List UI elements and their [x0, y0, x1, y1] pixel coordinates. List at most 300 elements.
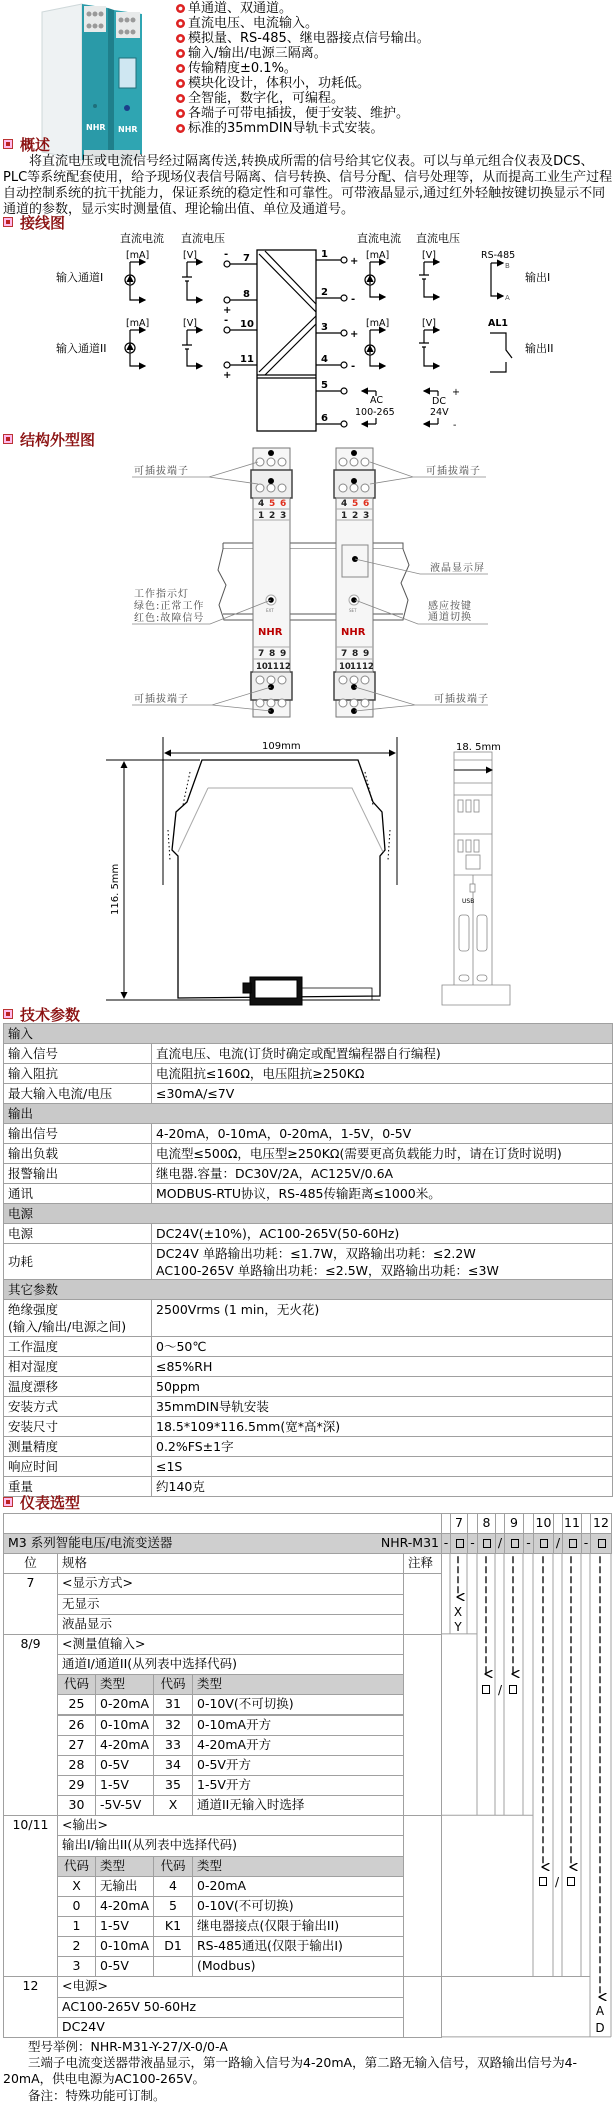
code-type: 0-10V(不可切换): [192, 1896, 404, 1917]
code-type: 0-5V开方: [192, 1755, 404, 1776]
spec-row: [4, 1397, 613, 1417]
code-type: 无输出: [95, 1876, 154, 1897]
code-value: 5: [153, 1896, 193, 1917]
terminal-screw-icon: [339, 676, 347, 684]
label-channel-switch: 通道切换: [428, 612, 472, 623]
code-type: 0-10mA: [95, 1715, 154, 1736]
code-type: 0-10mA开方: [192, 1715, 404, 1736]
selection-title-row: [3, 1533, 442, 1554]
terminal-number: 4: [341, 499, 348, 509]
code-table-header: 代码: [57, 1856, 96, 1877]
code-separator: -: [523, 1533, 534, 1554]
code-value: 27: [57, 1735, 96, 1756]
dimension-height: 116. 5mm: [110, 863, 121, 915]
group-title: <电源>: [57, 1976, 404, 1997]
note-line: 型号举例：NHR-M31-Y-27/X-0/0-A: [3, 2039, 228, 2054]
polarity-minus: -: [351, 294, 356, 305]
spec-value: MODBUS-RTU协议，RS-485传输距离≤1000米。: [152, 1184, 613, 1204]
spec-label: 输出信号: [4, 1124, 152, 1144]
spec-row: [4, 1124, 613, 1144]
spec-value: 0.2%FS±1字: [152, 1437, 613, 1457]
overview-line: 自动控制系统的抗干扰能力，保证系统的稳定性和可靠性。可带液晶显示,通过红外轻触按键切换显示不同: [3, 186, 606, 201]
code-table-header: 类型: [95, 1856, 154, 1877]
code-type: 0-5V: [95, 1755, 154, 1776]
spec-value: 电流型≤500Ω，电压型≥250KΩ(需要更高负载能力时，请在订货时说明): [152, 1144, 613, 1164]
bullet-icon: [176, 79, 185, 88]
code-value: 31: [153, 1694, 193, 1715]
code-value: D1: [153, 1936, 193, 1957]
terminal-number: 4: [321, 354, 328, 365]
group-subtitle: 通道I/通道II(从列表中选择代码): [57, 1654, 404, 1675]
terminal-number: 12: [279, 662, 291, 672]
terminal-screw-icon: [350, 699, 358, 707]
spec-label: 测量精度: [4, 1437, 152, 1457]
section-heading-overview: [3, 136, 50, 154]
label-input-channel-1: 输入通道I: [56, 271, 104, 284]
module-with-display: [334, 448, 375, 717]
feature-text: 各端子可带电插拔，便于安装、维护。: [188, 106, 410, 121]
terminal-number: 9: [363, 649, 370, 659]
spec-value: 4-20mA，0-10mA，0-20mA，1-5V，0-5V: [152, 1124, 613, 1144]
dimension-side-width: 18. 5mm: [456, 742, 501, 753]
group-note: [403, 1573, 442, 1634]
display-code: X: [453, 1605, 463, 1619]
code-box-icon: [483, 1539, 491, 1548]
feature-item: [176, 16, 318, 31]
group-subtitle: 输出I/输出II(从列表中选择代码): [57, 1835, 404, 1856]
option-label: DC24V: [57, 2017, 404, 2038]
label-v: [V]: [183, 250, 197, 261]
spec-table: [3, 1023, 613, 1497]
terminal-screw-icon: [256, 699, 264, 707]
group-position: 8/9: [3, 1634, 58, 1816]
product-photo: [35, 0, 170, 162]
feature-item: [176, 61, 297, 76]
label-out-current: 直流电流: [357, 232, 401, 245]
spec-section-header: [4, 1280, 613, 1300]
overview-line: PLC等系统配套使用，给予现场仪表信号隔离、信号转换、信号分配、信号处理等，从而提高工业生产过程: [3, 170, 613, 185]
label-lcd: 液晶显示屏: [430, 563, 485, 574]
code-type: 4-20mA: [95, 1896, 154, 1917]
dimension-drawing: [0, 725, 616, 1010]
code-separator: /: [554, 1875, 560, 1889]
module-without-display: [251, 448, 292, 717]
code-type: 0-5V: [95, 1956, 154, 1977]
label-v: [V]: [422, 318, 436, 329]
spec-label: 最大输入电流/电压: [4, 1084, 152, 1104]
code-separator: /: [495, 1533, 505, 1554]
terminal-number: 1: [341, 511, 348, 521]
option-label: AC100-265V 50-60Hz: [57, 1997, 404, 2018]
terminal-number: 4: [258, 499, 265, 509]
section-icon: [3, 139, 13, 149]
column-header-spec: 规格: [57, 1553, 404, 1574]
code-box-icon: [511, 1539, 519, 1548]
code-type: 通道II无输入时选择: [192, 1795, 404, 1816]
terminal-number: 8: [243, 289, 250, 300]
code-separator: -: [581, 1533, 591, 1554]
wiring-diagram: [0, 230, 616, 436]
label-v: [V]: [183, 318, 197, 329]
code-placeholder: [477, 1533, 496, 1554]
spec-value: ≤1S: [152, 1457, 613, 1477]
spec-value: [152, 1244, 613, 1280]
spec-value: ≤85%RH: [152, 1357, 613, 1377]
code-type: 0-20mA: [95, 1694, 154, 1715]
nhr-logo: NHR: [258, 627, 283, 638]
label-touch-key: 感应按键: [428, 601, 472, 612]
note-line: 备注：特殊功能可订制。: [3, 2088, 166, 2103]
display-code: Y: [454, 1620, 462, 1634]
spec-label-line: (输入/输出/电源之间): [8, 1319, 127, 1334]
spec-value: 50ppm: [152, 1377, 613, 1397]
terminal-screw-icon: [350, 484, 358, 492]
label-pluggable-terminal: 可插拔端子: [134, 694, 189, 705]
spec-value: 继电器.容量：DC30V/2A，AC125V/0.6A: [152, 1164, 613, 1184]
code-table-header: 代码: [153, 1674, 193, 1695]
code-value: 0: [57, 1896, 96, 1917]
structure-diagram: [0, 440, 616, 725]
code-value: 3: [57, 1956, 96, 1977]
terminal-number: 10: [339, 662, 351, 672]
label-v: [V]: [422, 250, 436, 261]
label-indicator-green: 绿色:正常工作: [134, 601, 205, 612]
spec-row: [4, 1300, 613, 1337]
option-label: 液晶显示: [57, 1614, 404, 1635]
code-table-header: 类型: [192, 1856, 404, 1877]
group-note: [403, 1634, 442, 1816]
terminal-number: 1: [321, 249, 328, 260]
code-table-header: 类型: [192, 1674, 404, 1695]
spec-section-header: [4, 1024, 613, 1044]
code-value: 30: [57, 1795, 96, 1816]
terminal-screw-icon: [256, 676, 264, 684]
overview-line: 将直流电压或电流信号经过隔离传送,转换成所需的信号给其它仪表。可以与单元组合仪表及DCS、: [3, 154, 594, 169]
spec-row: [4, 1164, 613, 1184]
button-label: EXT: [266, 608, 274, 613]
code-box-icon: [509, 1685, 517, 1694]
terminal-number: 3: [363, 511, 370, 521]
position-digit: 9: [504, 1513, 524, 1534]
feature-item: [176, 46, 327, 61]
feature-item: [176, 1, 292, 16]
code-type: 1-5V开方: [192, 1775, 404, 1796]
photo-logo: NHR: [86, 123, 106, 132]
terminal-screw-icon: [361, 458, 369, 466]
spec-value: ≤30mA/≤7V: [152, 1084, 613, 1104]
feature-item: [176, 106, 409, 121]
label-pluggable-terminal: 可插拔端子: [426, 466, 481, 477]
terminal-number: 6: [280, 499, 287, 509]
label-a: A: [505, 294, 510, 302]
spec-row: [4, 1244, 613, 1280]
section-title: 技术参数: [20, 1006, 81, 1024]
feature-text: 输入/输出/电源三隔离。: [188, 46, 327, 61]
button-label: SET: [349, 608, 357, 613]
code-table-header: 类型: [95, 1674, 154, 1695]
polarity-plus: +: [350, 256, 359, 267]
spec-value: 约140克: [152, 1477, 613, 1497]
terminal-screw-icon: [267, 676, 275, 684]
terminal-number: 3: [280, 511, 287, 521]
bullet-icon: [176, 19, 185, 28]
terminal-number: 10: [240, 319, 254, 330]
spec-row: [4, 1044, 613, 1064]
section-icon: [3, 217, 13, 227]
code-value: 26: [57, 1715, 96, 1736]
code-value: 25: [57, 1694, 96, 1715]
code-type: 0-10V(不可切换): [192, 1694, 404, 1715]
position-digit: 8: [477, 1513, 496, 1534]
column-header-note: 注释: [403, 1553, 442, 1574]
feature-item: [176, 91, 344, 106]
spec-value: 18.5*109*116.5mm(宽*高*深): [152, 1417, 613, 1437]
section-title: 接线图: [20, 214, 66, 232]
polarity-plus: +: [223, 305, 232, 316]
group-title: <输出>: [57, 1815, 404, 1836]
label-ac: AC: [370, 395, 383, 406]
label-output-1: 输出I: [525, 271, 551, 284]
terminal-screw-icon: [278, 676, 286, 684]
spec-row: [4, 1337, 613, 1357]
spec-value-line: AC100-265V 单路输出功耗：≤2.5W，双路输出功耗：≤3W: [156, 1262, 499, 1278]
code-type: 4-20mA: [95, 1735, 154, 1756]
code-table-header: 代码: [57, 1674, 96, 1695]
code-box-icon: [482, 1685, 490, 1694]
group-note: [403, 1815, 442, 1977]
code-placeholder: [533, 1533, 554, 1554]
code-value: 34: [153, 1755, 193, 1776]
group-position: 7: [3, 1573, 58, 1634]
label-b: B: [505, 262, 510, 270]
spec-row: [4, 1064, 613, 1084]
group-note: [403, 1976, 442, 2037]
power-code: A: [595, 2004, 605, 2018]
feature-text: 全智能，数字化，可编程。: [188, 91, 345, 106]
terminal-screw-icon: [339, 484, 347, 492]
label-out-voltage: 直流电压: [416, 232, 460, 245]
polarity-plus: +: [350, 329, 359, 340]
feature-item: [176, 76, 370, 91]
code-box-icon: [569, 1539, 577, 1548]
group-title: <测量值输入>: [57, 1634, 404, 1655]
code-type: -5V-5V: [95, 1795, 154, 1816]
group-position: 12: [3, 1976, 58, 2037]
label-input-channel-2: 输入通道II: [56, 342, 107, 355]
spec-label: 电源: [4, 1224, 152, 1244]
code-type: 4-20mA开方: [192, 1735, 404, 1756]
photo-logo: NHR: [118, 125, 138, 134]
column-header-position: 位: [3, 1553, 58, 1574]
code-type: 1-5V: [95, 1916, 154, 1937]
spec-label: 输出负载: [4, 1144, 152, 1164]
label-rs485: RS-485: [481, 250, 516, 261]
label-ac-range: 100-265: [355, 407, 395, 418]
section-icon: [3, 1497, 13, 1507]
feature-text: 标准的35mmDIN导轨卡式安装。: [188, 121, 384, 136]
spec-label: 报警输出: [4, 1164, 152, 1184]
selection-header-blank: [3, 1513, 442, 1534]
code-separator: /: [553, 1533, 563, 1554]
spec-section-label: 输入: [4, 1024, 613, 1044]
terminal-screw-icon: [339, 699, 347, 707]
terminal-number: 8: [269, 649, 276, 659]
feature-item: [176, 121, 383, 136]
terminal-screw-icon: [350, 458, 358, 466]
terminal-screw-icon: [339, 458, 347, 466]
code-separator: -: [467, 1533, 478, 1554]
section-title: 仪表选型: [20, 1494, 81, 1512]
terminal-screw-icon: [361, 676, 369, 684]
label-dc-voltage: 24V: [430, 407, 449, 418]
spec-section-header: [4, 1204, 613, 1224]
position-digit: 7: [450, 1513, 468, 1534]
terminal-number: 6: [321, 413, 328, 424]
spec-label: 安装方式: [4, 1397, 152, 1417]
terminal-number: 2: [321, 287, 328, 298]
feature-text: 传输精度±0.1%。: [188, 61, 297, 76]
code-value: [153, 1956, 193, 1977]
code-value: 33: [153, 1735, 193, 1756]
terminal-number: 6: [363, 499, 370, 509]
section-icon: [3, 1009, 13, 1019]
terminal-number: 11: [240, 354, 254, 365]
spec-label: 响应时间: [4, 1457, 152, 1477]
terminal-screw-icon: [350, 676, 358, 684]
spec-label: 输入信号: [4, 1044, 152, 1064]
terminal-number: 11: [350, 662, 362, 672]
terminal-number: 12: [362, 662, 374, 672]
spec-label-line: 绝缘强度: [8, 1302, 59, 1317]
spec-value: 35mmDIN导轨安装: [152, 1397, 613, 1417]
code-value: 4: [153, 1876, 193, 1897]
spec-section-label: 输出: [4, 1104, 613, 1124]
code-box-icon: [567, 1877, 575, 1886]
label-in-voltage: 直流电压: [181, 232, 225, 245]
code-box-icon: [598, 1539, 606, 1548]
label-ma: [mA]: [126, 318, 150, 329]
spec-label: 通讯: [4, 1184, 152, 1204]
spec-value: DC24V(±10%)，AC100-265V(50-60Hz): [152, 1224, 613, 1244]
option-label: 无显示: [57, 1594, 404, 1615]
label-in-current: 直流电流: [120, 232, 164, 245]
terminal-number: 3: [321, 322, 328, 333]
label-ma: [mA]: [126, 250, 150, 261]
position-digit: 10: [533, 1513, 554, 1534]
terminal-number: 2: [352, 511, 359, 521]
code-value: 32: [153, 1715, 193, 1736]
polarity-minus: -: [224, 315, 229, 326]
terminal-screw-icon: [278, 699, 286, 707]
code-value: 28: [57, 1755, 96, 1776]
terminal-number: 11: [267, 662, 279, 672]
spec-label: 工作温度: [4, 1337, 152, 1357]
spec-row: [4, 1377, 613, 1397]
spec-label: 输入阻抗: [4, 1064, 152, 1084]
code-type: 0-10mA: [95, 1936, 154, 1957]
section-heading-specs: [3, 1006, 80, 1024]
section-title: 概述: [20, 136, 51, 154]
bullet-icon: [176, 109, 185, 118]
spec-label: 重量: [4, 1477, 152, 1497]
feature-item: [176, 31, 430, 46]
code-type: 继电器接点(仅限于输出II): [192, 1916, 404, 1937]
terminal-number: 8: [352, 649, 359, 659]
terminal-number: 1: [258, 511, 265, 521]
code-box-icon: [456, 1539, 464, 1548]
terminal-number: 7: [243, 253, 250, 264]
terminal-number: 7: [341, 649, 348, 659]
code-box-icon: [540, 1539, 548, 1548]
code-type: 0-20mA: [192, 1876, 404, 1897]
bullet-icon: [176, 49, 185, 58]
overview-line: 通道的参数，显示实时测量值、理论输出值、单位及通道号。: [3, 202, 355, 217]
code-placeholder: [590, 1533, 612, 1554]
position-digit: 12: [590, 1513, 612, 1534]
code-placeholder: [562, 1533, 582, 1554]
spec-label: [4, 1300, 152, 1337]
terminal-screw-icon: [278, 484, 286, 492]
code-type: 1-5V: [95, 1775, 154, 1796]
code-separator: -: [441, 1533, 451, 1554]
terminal-number: 5: [352, 499, 359, 509]
spec-label: 相对湿度: [4, 1357, 152, 1377]
bullet-icon: [176, 64, 185, 73]
bullet-icon: [176, 94, 185, 103]
spec-value-line: DC24V 单路输出功耗：≤1.7W，双路输出功耗：≤2.2W: [156, 1245, 476, 1261]
feature-text: 单通道、双通道。: [188, 1, 293, 16]
terminal-screw-icon: [361, 699, 369, 707]
spec-row: [4, 1357, 613, 1377]
code-value: 2: [57, 1936, 96, 1957]
spec-value: 2500Vrms (1 min，无火花): [152, 1300, 613, 1337]
spec-label: 功耗: [4, 1244, 152, 1280]
spec-value: 0～50℃: [152, 1337, 613, 1357]
code-value: X: [57, 1876, 96, 1897]
terminal-number: 9: [280, 649, 287, 659]
feature-text: 直流电压、电流输入。: [188, 16, 319, 31]
label-indicator-red: 红色:故障信号: [134, 613, 205, 624]
code-value: K1: [153, 1916, 193, 1937]
bullet-icon: [176, 124, 185, 133]
note-line: 三端子电流变送器带液晶显示，第一路输入信号为4-20mA，第二路无输入信号，双路输出信号为4-: [3, 2055, 578, 2070]
polarity-plus: +: [223, 370, 232, 381]
spec-section-label: 电源: [4, 1204, 613, 1224]
label-plus: +: [452, 387, 460, 398]
section-title: 结构外型图: [20, 431, 96, 449]
section-heading-selection: [3, 1494, 80, 1512]
terminal-number: 5: [269, 499, 276, 509]
terminal-screw-icon: [256, 484, 264, 492]
polarity-minus: -: [224, 249, 229, 260]
selection-flow-lines: [441, 1513, 616, 2043]
spec-row: [4, 1457, 613, 1477]
group-position: 10/11: [3, 1815, 58, 1977]
spec-value: 电流阻抗≤160Ω，电压阻抗≥250KΩ: [152, 1064, 613, 1084]
spec-row: [4, 1477, 613, 1497]
dimension-width: 109mm: [262, 741, 301, 752]
spec-row: [4, 1224, 613, 1244]
position-digit: 11: [562, 1513, 582, 1534]
bullet-icon: [176, 34, 185, 43]
group-title: <显示方式>: [57, 1573, 404, 1594]
label-al1: AL1: [488, 318, 509, 329]
spec-value: 直流电压、电流(订货时确定或配置编程器自行编程): [152, 1044, 613, 1064]
code-value: 35: [153, 1775, 193, 1796]
terminal-screw-icon: [361, 484, 369, 492]
spec-row: [4, 1084, 613, 1104]
label-pluggable-terminal: 可插拔端子: [134, 466, 189, 477]
